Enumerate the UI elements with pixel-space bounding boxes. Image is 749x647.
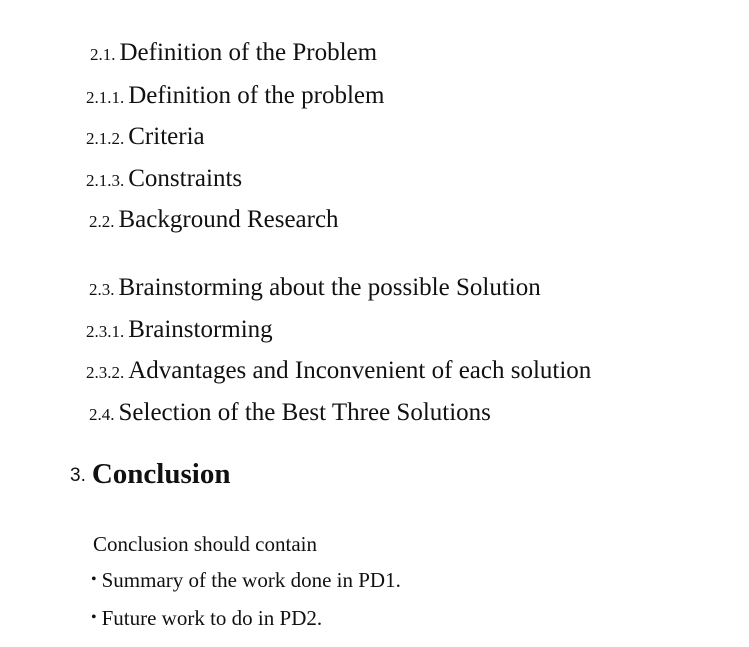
toc-item-title: Selection of the Best Three Solutions — [118, 399, 491, 426]
toc-item — [86, 124, 205, 149]
toc-item — [89, 400, 491, 425]
toc-item-number: 2.3.1. — [86, 322, 125, 341]
toc-item — [90, 40, 377, 65]
section-title: Conclusion — [91, 458, 231, 490]
toc-item-title: Advantages and Inconvenient of each solution — [128, 357, 592, 384]
toc-item-number: 2.1. — [90, 45, 116, 64]
section-intro: Conclusion should contain — [93, 532, 317, 556]
bullet-text: Summary of the work done in PD1. — [101, 568, 401, 592]
bullet-icon: • — [91, 571, 97, 588]
bullet-item — [91, 570, 401, 591]
toc-item — [89, 275, 541, 300]
bullet-text: Future work to do in PD2. — [101, 606, 323, 630]
toc-item — [89, 207, 339, 232]
toc-item-number: 2.1.2. — [86, 129, 125, 148]
toc-item — [86, 358, 591, 383]
toc-item-number: 2.4. — [89, 405, 115, 424]
toc-item-number: 2.1.1. — [86, 88, 125, 107]
toc-item-number: 2.2. — [89, 212, 115, 231]
toc-item-title: Brainstorming — [128, 316, 273, 343]
toc-item — [86, 317, 273, 342]
toc-item — [86, 166, 242, 191]
section-heading — [70, 460, 230, 489]
toc-item-title: Constraints — [128, 165, 243, 192]
section-number: 3. — [70, 465, 86, 486]
toc-item-number: 2.3.2. — [86, 363, 125, 382]
toc-item-title: Definition of the problem — [128, 82, 385, 109]
toc-item-title: Brainstorming about the possible Solution — [118, 274, 541, 301]
toc-item-number: 2.1.3. — [86, 171, 125, 190]
toc-item-title: Definition of the Problem — [119, 39, 378, 66]
toc-item-title: Background Research — [118, 206, 339, 233]
toc-item — [86, 83, 384, 108]
toc-item-title: Criteria — [128, 123, 205, 150]
bullet-item — [91, 608, 322, 629]
bullet-icon: • — [91, 609, 97, 626]
toc-item-number: 2.3. — [89, 280, 115, 299]
